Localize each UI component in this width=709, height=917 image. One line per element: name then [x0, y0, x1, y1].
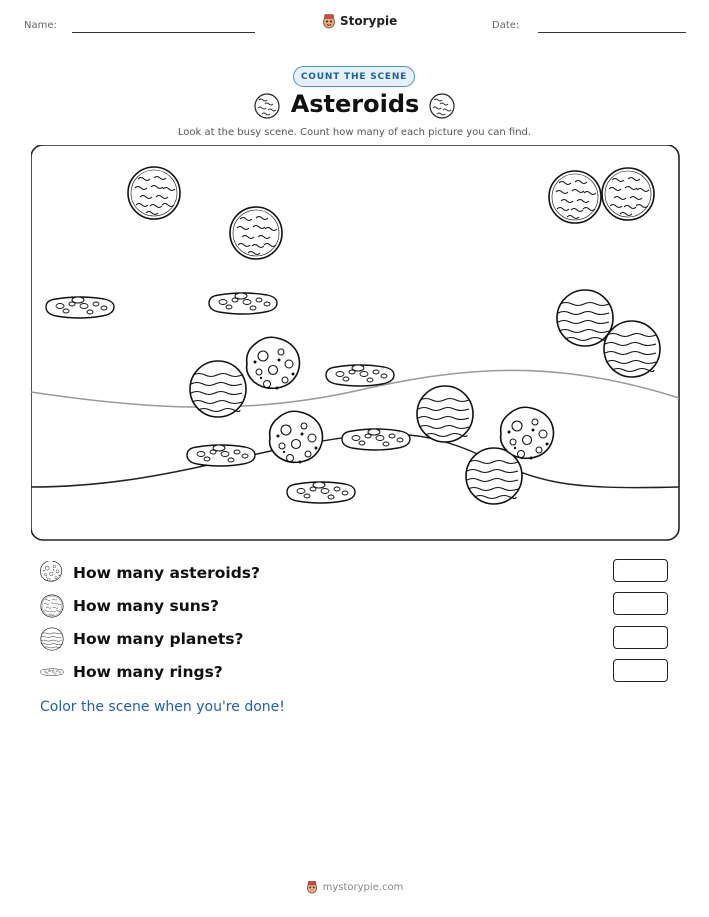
footer-site: mystorypie.com: [322, 881, 404, 893]
question-suns: [40, 594, 219, 618]
sun-icon: [40, 594, 64, 618]
question-rings-label: How many rings?: [73, 663, 223, 681]
sun-picture: [549, 171, 601, 223]
answer-box-planets[interactable]: [613, 626, 668, 649]
brand-logo: [322, 13, 397, 29]
brand-name: Storypie: [340, 14, 398, 28]
question-rings: [40, 660, 223, 684]
sun-picture: [602, 168, 654, 220]
ring-picture: [187, 445, 255, 466]
footer: [0, 880, 709, 894]
planet-picture: [604, 321, 660, 377]
sun-icon-left: [254, 93, 280, 119]
closing-note: Color the scene when you're done!: [40, 699, 285, 715]
worksheet-title: Asteroids: [290, 90, 420, 118]
asteroid-picture: [247, 337, 300, 389]
question-suns-label: How many suns?: [73, 597, 219, 615]
answer-box-suns[interactable]: [613, 592, 668, 615]
sun-picture: [128, 167, 180, 219]
ring-picture: [342, 429, 410, 450]
name-label: Name:: [24, 20, 57, 31]
asteroid-picture: [270, 411, 323, 463]
sun-icon-right: [429, 93, 455, 119]
ring-picture: [209, 293, 277, 314]
ring-picture: [46, 297, 114, 318]
instruction-text: Look at the busy scene. Count how many of each picture you can find.: [177, 127, 532, 138]
storypie-footer-icon: [306, 880, 318, 894]
question-planets: [40, 627, 244, 651]
name-line[interactable]: [72, 32, 255, 33]
asteroid-icon: [40, 561, 64, 585]
planet-picture: [417, 386, 473, 442]
planet-picture: [557, 290, 613, 346]
storypie-mascot-icon: [322, 13, 336, 29]
date-line[interactable]: [538, 32, 686, 33]
count-the-scene-badge: COUNT THE SCENE: [293, 66, 415, 87]
ring-picture: [326, 365, 394, 386]
answer-box-asteroids[interactable]: [613, 559, 668, 582]
question-asteroids-label: How many asteroids?: [73, 564, 261, 582]
date-label: Date:: [492, 20, 520, 31]
question-planets-label: How many planets?: [73, 630, 244, 648]
busy-scene: [31, 145, 680, 541]
answer-box-rings[interactable]: [613, 659, 668, 682]
ring-picture: [287, 482, 355, 503]
question-asteroids: [40, 561, 260, 585]
asteroid-picture: [501, 407, 554, 459]
planet-picture: [190, 361, 246, 417]
planet-icon: [40, 627, 64, 651]
ring-icon: [40, 660, 64, 684]
sun-picture: [230, 207, 282, 259]
